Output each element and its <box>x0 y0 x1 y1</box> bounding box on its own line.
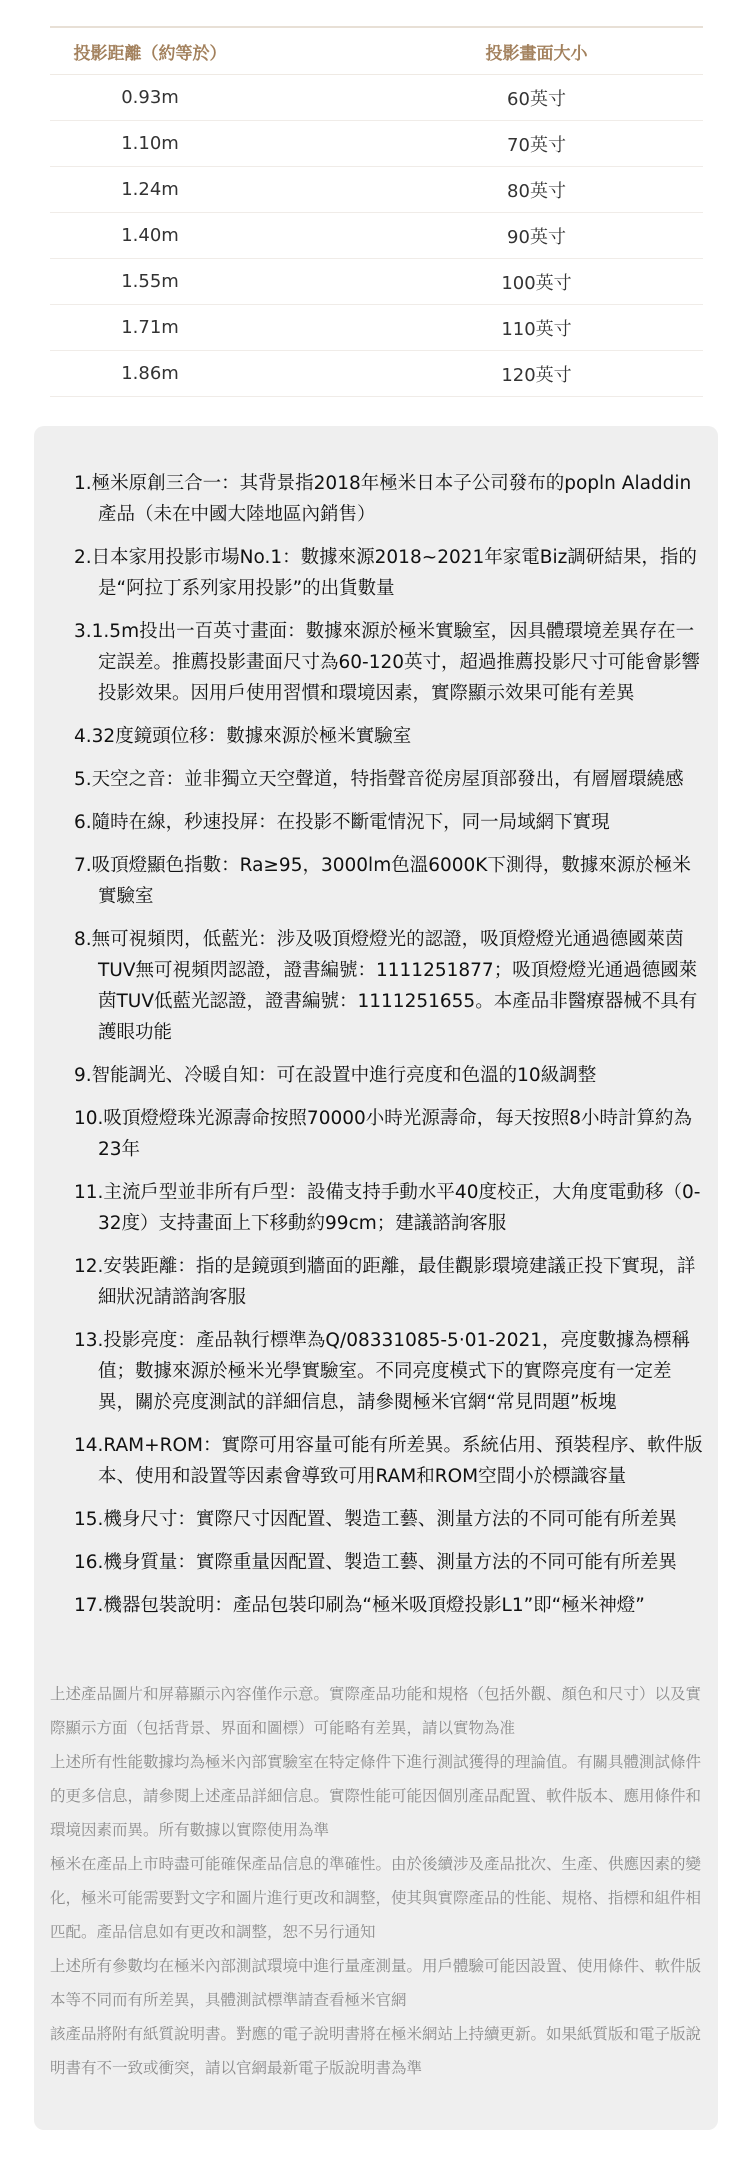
disclaimer-paragraph: 上述所有性能數據均為極米內部實驗室在特定條件下進行測試獲得的理論值。有關具體測試條件的更多信息，請參閱上述產品詳細信息。實際性能可能因個別產品配置、軟件版本、應用條件和環境因素而異。所有數據以實際使用為準 <box>50 1753 702 1839</box>
size-cell: 70英寸 <box>507 134 566 156</box>
footnote-item: 13.投影亮度：產品執行標準為Q/08331085-5·01-2021，亮度數據為標稱值；數據來源於極米光學實驗室。不同亮度模式下的實際亮度有一定差異，關於亮度測試的詳細信息，請參閱極米官網“常見問題”板塊 <box>74 1330 691 1413</box>
footnote-item: 4.32度鏡頭位移：數據來源於極米實驗室 <box>74 726 412 747</box>
footnote-item: 3.1.5m投出一百英寸畫面：數據來源於極米實驗室，因具體環境差異存在一定誤差。推薦投影畫面尺寸為60-120英寸，超過推薦投影尺寸可能會影響投影效果。因用戶使用習慣和環境因素，實際顯示效果可能有差異 <box>74 621 701 704</box>
distance-cell: 1.40m <box>121 225 179 246</box>
table-row <box>50 213 703 259</box>
size-cell: 60英寸 <box>507 88 566 110</box>
size-cell: 90英寸 <box>507 226 566 248</box>
header-distance: 投影距離（約等於） <box>73 43 227 64</box>
footnote-item: 8.無可視頻閃，低藍光：涉及吸頂燈燈光的認證，吸頂燈燈光通過德國萊茵TUV無可視頻閃認證，證書編號：1111251877；吸頂燈燈光通過德國萊茵TUV低藍光認證，證書編號：1111251655。本產品非醫療器械不具有護眼功能 <box>74 929 698 1043</box>
footnote-item: 9.智能調光、冷暖自知：可在設置中進行亮度和色溫的10級調整 <box>74 1065 597 1086</box>
footnote-item: 14.RAM+ROM：實際可用容量可能有所差異。系統佔用、預裝程序、軟件版本、使用和設置等因素會導致可用RAM和ROM空間小於標識容量 <box>74 1435 703 1487</box>
projection-size-table <box>50 26 703 397</box>
footnote-item: 17.機器包裝說明：產品包裝印刷為“極米吸頂燈投影L1”即“極米神燈” <box>74 1595 645 1616</box>
footnote-item: 5.天空之音：並非獨立天空聲道，特指聲音從房屋頂部發出，有層層環繞感 <box>74 769 684 790</box>
header-screen-size: 投影畫面大小 <box>485 43 588 64</box>
size-cell: 100英寸 <box>501 272 572 294</box>
footnote-item: 11.主流戶型並非所有戶型：設備支持手動水平40度校正，大角度電動移（0-32度）支持畫面上下移動約99cm；建議諮詢客服 <box>74 1182 701 1234</box>
table-row <box>50 305 703 351</box>
disclaimer-paragraph: 極米在產品上市時盡可能確保產品信息的準確性。由於後續涉及產品批次、生產、供應因素的變化，極米可能需要對文字和圖片進行更改和調整，使其與實際產品的性能、規格、指標和組件相匹配。產品信息如有更改和調整，恕不另行通知 <box>50 1855 702 1941</box>
footnote-item: 2.日本家用投影市場No.1：數據來源2018~2021年家電Biz調研結果，指的是“阿拉丁系列家用投影”的出貨數量 <box>74 547 697 599</box>
footnote-list <box>54 468 704 1633</box>
table-row <box>50 75 703 121</box>
footnote-item: 12.安裝距離：指的是鏡頭到牆面的距離，最佳觀影環境建議正投下實現，詳細狀況請諮詢客服 <box>74 1256 696 1308</box>
table-row <box>50 351 703 397</box>
footnote-item: 6.隨時在線，秒速投屏：在投影不斷電情況下，同一局域網下實現 <box>74 812 610 833</box>
table-row <box>50 259 703 305</box>
footnote-item: 15.機身尺寸：實際尺寸因配置、製造工藝、測量方法的不同可能有所差異 <box>74 1509 677 1530</box>
disclaimer-paragraph: 該產品將附有紙質說明書。對應的電子說明書將在極米網站上持續更新。如果紙質版和電子版說明書有不一致或衝突，請以官網最新電子版說明書為準 <box>50 2025 702 2077</box>
distance-cell: 1.71m <box>121 317 179 338</box>
distance-cell: 1.10m <box>121 133 179 154</box>
disclaimer-block <box>50 1677 710 2085</box>
footnotes-panel <box>34 426 718 2130</box>
footnote-item: 7.吸頂燈顯色指數：Ra≥95，3000lm色溫6000K下測得，數據來源於極米實驗室 <box>74 855 691 907</box>
table-row <box>50 121 703 167</box>
distance-cell: 1.86m <box>121 363 179 384</box>
table-header <box>50 28 703 75</box>
footnote-item: 10.吸頂燈燈珠光源壽命按照70000小時光源壽命，每天按照8小時計算約為23年 <box>74 1108 693 1160</box>
distance-cell: 0.93m <box>121 87 179 108</box>
distance-cell: 1.55m <box>121 271 179 292</box>
table-row <box>50 167 703 213</box>
footnote-item: 1.極米原創三合一：其背景指2018年極米日本子公司發布的popln Aladdin產品（未在中國大陸地區內銷售） <box>74 473 692 525</box>
disclaimer-paragraph: 上述產品圖片和屏幕顯示內容僅作示意。實際產品功能和規格（包括外觀、顏色和尺寸）以及實際顯示方面（包括背景、界面和圖標）可能略有差異，請以實物為准 <box>50 1685 702 1737</box>
disclaimer-paragraph: 上述所有參數均在極米內部測試環境中進行量產測量。用戶體驗可能因設置、使用條件、軟件版本等不同而有所差異，具體測試標準請查看極米官網 <box>50 1957 702 2009</box>
size-cell: 120英寸 <box>501 364 572 386</box>
distance-cell: 1.24m <box>121 179 179 200</box>
size-cell: 110英寸 <box>501 318 572 340</box>
footnote-item: 16.機身質量：實際重量因配置、製造工藝、測量方法的不同可能有所差異 <box>74 1552 677 1573</box>
size-cell: 80英寸 <box>507 180 566 202</box>
